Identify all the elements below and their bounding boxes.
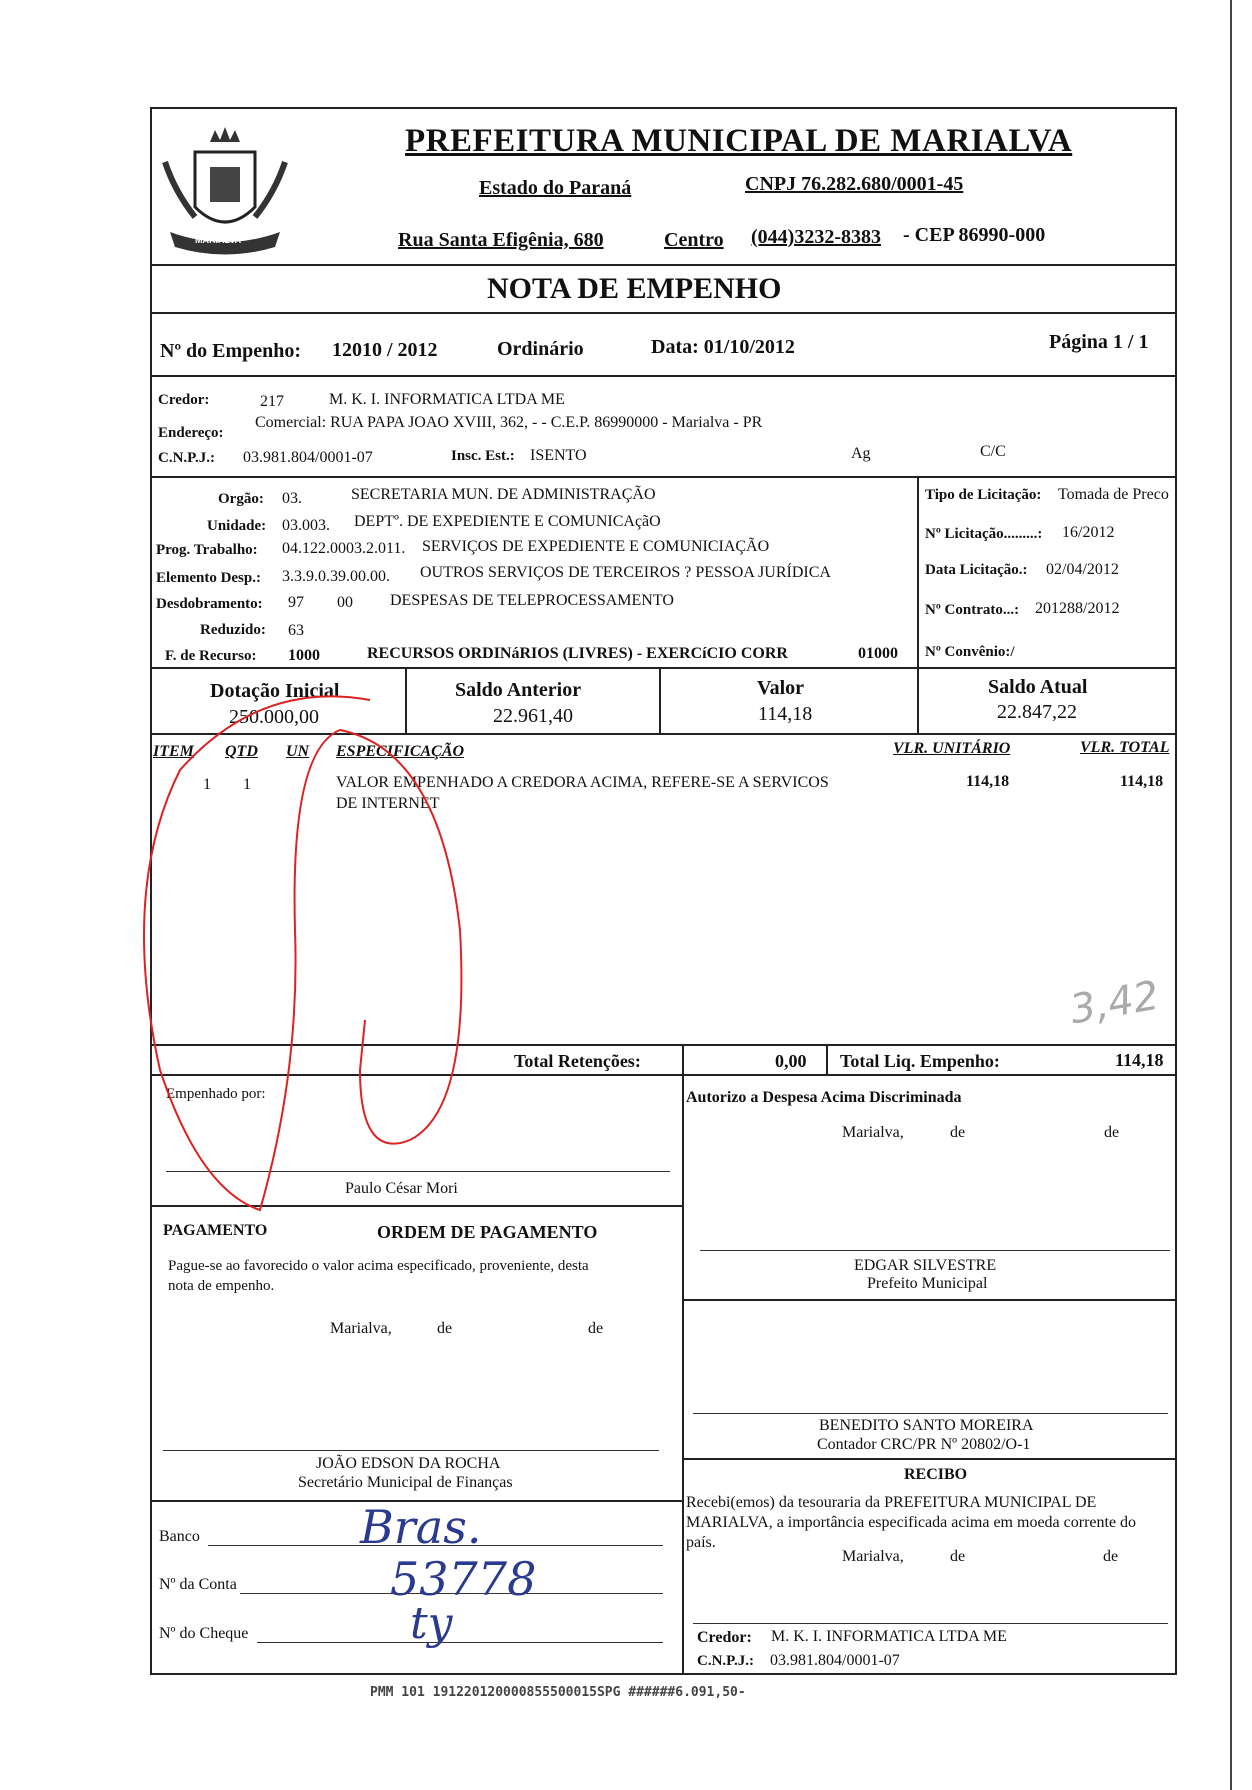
conta-handwritten: 53778 xyxy=(390,1552,537,1606)
reduzido-value: 63 xyxy=(288,622,304,639)
page-number: Página 1 / 1 xyxy=(1049,331,1149,353)
credor-cnpj: 03.981.804/0001-07 xyxy=(243,449,373,466)
org-title: PREFEITURA MUNICIPAL DE MARIALVA xyxy=(405,123,1073,159)
cheque-handwritten: ty xyxy=(410,1598,453,1649)
dotacao-value: 250.000,00 xyxy=(229,706,319,728)
dotacao-label: Dotação Inicial xyxy=(210,680,340,702)
tipo-licitacao: Tomada de Preco xyxy=(1058,486,1169,503)
credor-ie: ISENTO xyxy=(530,447,587,464)
retencoes-value: 0,00 xyxy=(775,1051,807,1071)
banco-handwritten: Bras. xyxy=(360,1500,482,1554)
org-address: Rua Santa Efigênia, 680 xyxy=(398,229,604,251)
red-annotation-loop xyxy=(140,690,480,1230)
credor-code: 217 xyxy=(260,393,284,410)
org-cnpj: CNPJ 76.282.680/0001-45 xyxy=(745,173,964,195)
empenho-date: Data: 01/10/2012 xyxy=(651,336,795,358)
col-un-header: UN xyxy=(286,743,310,760)
ie-label: Insc. Est.: xyxy=(451,448,515,464)
prog-label: Prog. Trabalho: xyxy=(156,542,258,558)
unidade-code: 03.003. xyxy=(282,517,330,534)
recibo-text-line2: MARIALVA, a importância especificada acima em moeda corrente do xyxy=(686,1514,1137,1531)
saldo-anterior-label: Saldo Anterior xyxy=(455,679,582,701)
contrato-label: Nº Contrato...: xyxy=(925,602,1020,618)
recibo-text-line3: país. xyxy=(686,1534,716,1551)
org-cep: - CEP 86990-000 xyxy=(903,224,1046,246)
desdob-b: 00 xyxy=(337,594,353,611)
saldo-atual-label: Saldo Atual xyxy=(988,676,1088,698)
empenhado-signer: Paulo César Mori xyxy=(345,1180,458,1197)
prefeito-name: EDGAR SILVESTRE xyxy=(854,1257,997,1274)
divider-vertical xyxy=(659,667,661,733)
recurso-label: F. de Recurso: xyxy=(165,648,257,664)
recurso-code: 1000 xyxy=(288,647,320,664)
agency-label: Ag xyxy=(851,445,871,462)
col-spec-header: ESPECIFICAÇÃO xyxy=(336,743,465,760)
footer-barcode-text: PMM 101 191220120000855500015SPG ######6.091,50- xyxy=(370,1685,746,1700)
num-licitacao-label: Nº Licitação.........: xyxy=(925,526,1043,542)
convenio-label: Nº Convênio:/ xyxy=(925,644,1015,660)
recibo-cnpj: 03.981.804/0001-07 xyxy=(770,1652,900,1669)
logo-banner-text: MARIALVA xyxy=(195,235,242,245)
empenho-number: 12010 / 2012 xyxy=(332,339,438,361)
credor-address: Comercial: RUA PAPA JOAO XVIII, 362, - - C.E.P. 86990000 - Marialva - PR xyxy=(255,414,763,431)
orgao-label: Orgão: xyxy=(218,491,264,507)
signature-line xyxy=(693,1623,1168,1624)
item-unit-price: 114,18 xyxy=(966,773,1010,790)
cnpj-label: C.N.P.J.: xyxy=(158,450,215,466)
data-licitacao: 02/04/2012 xyxy=(1046,561,1119,578)
recibo-city: Marialva, xyxy=(842,1548,904,1565)
desdob-label: Desdobramento: xyxy=(156,596,263,612)
item-number: 1 xyxy=(203,776,211,793)
divider xyxy=(150,476,1177,478)
contador-role: Contador CRC/PR Nº 20802/O-1 xyxy=(817,1436,1031,1453)
divider xyxy=(150,375,1177,377)
divider-vertical xyxy=(826,1044,828,1074)
conta-label: Nº da Conta xyxy=(159,1576,237,1593)
divider-vertical xyxy=(917,667,919,733)
credor-name: M. K. I. INFORMATICA LTDA ME xyxy=(329,391,565,408)
item-qty: 1 xyxy=(243,776,251,793)
recibo-cnpj-label: C.N.P.J.: xyxy=(697,1653,754,1669)
pagamento-label: PAGAMENTO xyxy=(163,1222,268,1239)
elemento-name: OUTROS SERVIÇOS DE TERCEIROS ? PESSOA JURÍDICA xyxy=(420,564,831,581)
scan-edge-line xyxy=(1230,0,1232,1790)
doc-title: NOTA DE EMPENHO xyxy=(487,272,782,305)
recibo-credor-label: Credor: xyxy=(697,1629,752,1646)
desdob-name: DESPESAS DE TELEPROCESSAMENTO xyxy=(390,592,674,609)
org-district: Centro xyxy=(664,229,724,251)
pagamento-text-line1: Pague-se ao favorecido o valor acima especificado, proveniente, desta xyxy=(168,1258,589,1274)
saldo-anterior-value: 22.961,40 xyxy=(493,705,573,727)
item-total: 114,18 xyxy=(1120,773,1164,790)
recibo-de2: de xyxy=(1103,1548,1119,1565)
divider xyxy=(683,1299,1177,1301)
contador-name: BENEDITO SANTO MOREIRA xyxy=(819,1417,1034,1434)
valor-label: Valor xyxy=(757,677,805,699)
pagamento-de1: de xyxy=(437,1320,453,1337)
orgao-code: 03. xyxy=(282,490,302,507)
pagamento-de2: de xyxy=(588,1320,604,1337)
secretario-role: Secretário Municipal de Finanças xyxy=(298,1474,513,1491)
divider xyxy=(150,312,1177,314)
unidade-name: DEPTº. DE EXPEDIENTE E COMUNICAçãO xyxy=(354,513,661,530)
col-item-header: ITEM xyxy=(153,743,194,760)
reduzido-label: Reduzido: xyxy=(200,622,266,638)
coat-of-arms-logo xyxy=(155,122,295,262)
orgao-name: SECRETARIA MUN. DE ADMINISTRAÇÃO xyxy=(351,486,656,503)
item-desc-line2: DE INTERNET xyxy=(336,795,440,812)
divider-vertical xyxy=(682,1044,684,1074)
data-licitacao-label: Data Licitação.: xyxy=(925,562,1028,578)
unidade-label: Unidade: xyxy=(207,518,267,534)
empenho-number-label: Nº do Empenho: xyxy=(160,340,302,362)
desdob-a: 97 xyxy=(288,594,304,611)
autorizo-de2: de xyxy=(1104,1124,1120,1141)
ordem-pagamento-title: ORDEM DE PAGAMENTO xyxy=(377,1222,598,1242)
empenho-type: Ordinário xyxy=(497,338,584,360)
autorizo-city: Marialva, xyxy=(842,1124,904,1141)
num-licitacao: 16/2012 xyxy=(1062,524,1115,541)
org-phone: (044)3232-8383 xyxy=(751,226,881,248)
recibo-text-line1: Recebi(emos) da tesouraria da PREFEITURA MUNICIPAL DE xyxy=(686,1494,1097,1511)
recibo-de1: de xyxy=(950,1548,966,1565)
signature-line xyxy=(700,1250,1170,1251)
banco-label: Banco xyxy=(159,1528,200,1545)
recibo-title: RECIBO xyxy=(904,1466,968,1483)
cheque-label: Nº do Cheque xyxy=(159,1625,249,1642)
cheque-line xyxy=(257,1642,663,1643)
pagamento-text-line2: nota de empenho. xyxy=(168,1278,275,1294)
retencoes-label: Total Retenções: xyxy=(514,1051,641,1071)
item-desc-line1: VALOR EMPENHADO A CREDORA ACIMA, REFERE-SE A SERVICOS xyxy=(336,774,829,791)
prog-name: SERVIÇOS DE EXPEDIENTE E COMUNICIAÇÃO xyxy=(422,538,770,555)
total-liquido-label: Total Liq. Empenho: xyxy=(840,1051,1000,1071)
secretario-name: JOÃO EDSON DA ROCHA xyxy=(316,1455,501,1472)
prefeito-role: Prefeito Municipal xyxy=(867,1275,988,1292)
divider xyxy=(150,264,1177,266)
empenhado-label: Empenhado por: xyxy=(166,1086,266,1102)
autorizo-label: Autorizo a Despesa Acima Discriminada xyxy=(686,1089,962,1106)
col-qtd-header: QTD xyxy=(225,743,258,760)
address-label: Endereço: xyxy=(158,425,224,441)
divider-vertical xyxy=(917,476,919,668)
handwritten-note: 3,42 xyxy=(1066,972,1163,1034)
signature-line xyxy=(163,1450,659,1451)
state-label: Estado do Paraná xyxy=(479,177,632,199)
divider xyxy=(150,667,1177,669)
account-label: C/C xyxy=(980,443,1006,460)
recurso-number: 01000 xyxy=(858,645,898,662)
divider xyxy=(683,1458,1177,1460)
contrato-number: 201288/2012 xyxy=(1035,600,1120,617)
prog-code: 04.122.0003.2.011. xyxy=(282,540,406,557)
divider-vertical xyxy=(682,1074,684,1675)
recibo-credor: M. K. I. INFORMATICA LTDA ME xyxy=(771,1628,1007,1645)
col-total-header: VLR. TOTAL xyxy=(1080,739,1170,756)
elemento-label: Elemento Desp.: xyxy=(156,570,261,586)
tipo-licitacao-label: Tipo de Licitação: xyxy=(925,487,1042,503)
pagamento-city: Marialva, xyxy=(330,1320,392,1337)
saldo-atual-value: 22.847,22 xyxy=(997,701,1077,723)
valor-value: 114,18 xyxy=(758,703,813,725)
elemento-code: 3.3.9.0.39.00.00. xyxy=(282,568,390,585)
col-unit-price-header: VLR. UNITÁRIO xyxy=(893,740,1011,757)
autorizo-de1: de xyxy=(950,1124,966,1141)
signature-line xyxy=(693,1413,1168,1414)
recurso-name: RECURSOS ORDINáRIOS (LIVRES) - EXERCíCIO CORR xyxy=(367,645,788,662)
credor-label: Credor: xyxy=(158,392,210,408)
total-liquido-value: 114,18 xyxy=(1115,1050,1164,1070)
